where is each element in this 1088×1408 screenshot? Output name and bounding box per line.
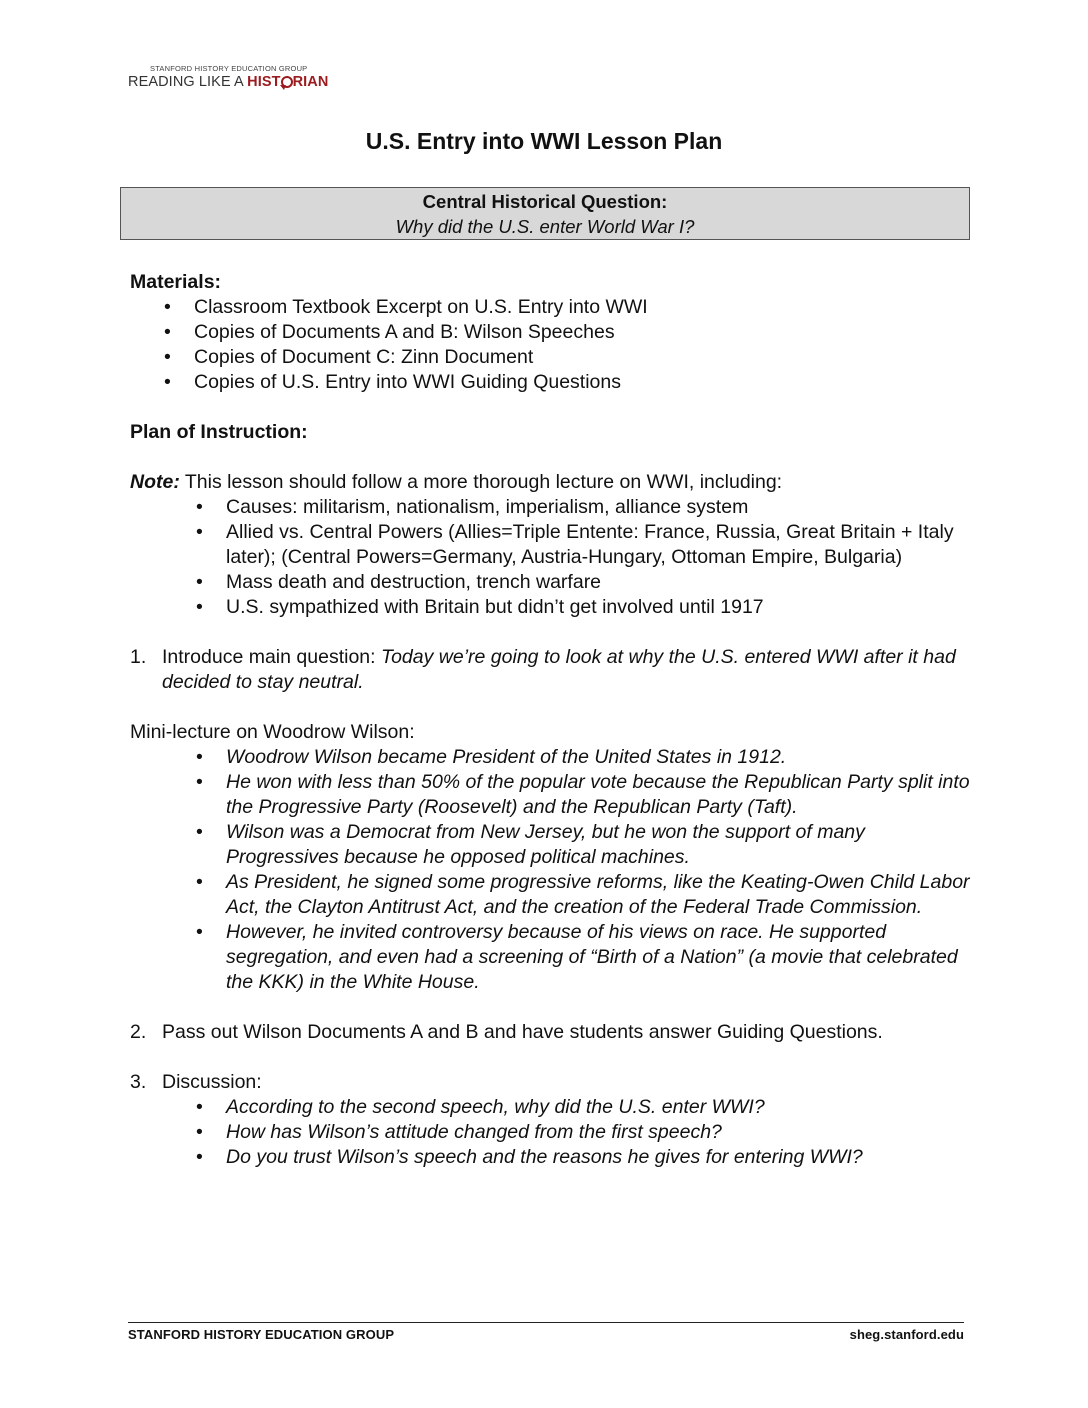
plan-heading: Plan of Instruction: [130, 421, 308, 443]
list-item: • Wilson was a Democrat from New Jersey, but he won the support of many Progressives because he opposed political machines. [226, 820, 970, 870]
logo-org-name: STANFORD HISTORY EDUCATION GROUP [150, 64, 308, 73]
step-2 [130, 1020, 970, 1045]
mini-lecture-heading: Mini-lecture on Woodrow Wilson: [130, 721, 415, 743]
note-paragraph [130, 470, 970, 495]
list-item: • Classroom Textbook Excerpt on U.S. Entry into WWI [194, 295, 970, 320]
list-item: • According to the second speech, why did the U.S. enter WWI? [226, 1095, 970, 1120]
rlh-logo [128, 64, 328, 90]
page-footer [128, 1322, 964, 1342]
central-question-label: Central Historical Question: [422, 191, 668, 212]
step-text: Pass out Wilson Documents A and B and have students answer Guiding Questions. [162, 1021, 883, 1043]
list-item: • Do you trust Wilson’s speech and the reasons he gives for entering WWI? [226, 1145, 970, 1170]
list-item: • Copies of Document C: Zinn Document [194, 345, 970, 370]
logo-accent-a: HIST [247, 74, 281, 90]
list-item: • Copies of Documents A and B: Wilson Speeches [194, 320, 970, 345]
list-item: • Copies of U.S. Entry into WWI Guiding Questions [194, 370, 970, 395]
list-item: • U.S. sympathized with Britain but didn’t get involved until 1917 [226, 595, 970, 620]
logo-prefix: READING LIKE A [128, 74, 248, 90]
footer-url: sheg.stanford.edu [849, 1327, 964, 1342]
logo-accent-b: RIAN [292, 74, 329, 90]
step-text: Discussion: [162, 1071, 262, 1093]
note-text: This lesson should follow a more thorough lecture on WWI, including: [179, 471, 783, 493]
footer-org: STANFORD HISTORY EDUCATION GROUP [128, 1327, 395, 1342]
step-3 [130, 1070, 970, 1095]
step-number: 3. [130, 1071, 147, 1093]
list-item: • Woodrow Wilson became President of the United States in 1912. [226, 745, 970, 770]
materials-heading: Materials: [130, 271, 222, 293]
step-number: 2. [130, 1021, 147, 1043]
logo-wordmark [128, 74, 328, 90]
discussion-list [226, 1095, 970, 1170]
list-item: • Mass death and destruction, trench warfare [226, 570, 970, 595]
speech-bubble-icon [281, 76, 293, 88]
materials-list [194, 295, 970, 395]
step-1 [130, 645, 970, 695]
central-question-box [120, 187, 970, 240]
list-item: • He won with less than 50% of the popular vote because the Republican Party split into the Progressive Party (Roosevelt) and the Republican Party (Taft). [226, 770, 970, 820]
step-italic-text: Today we’re going to look at why the U.S. entered WWI after it had decided to stay neutral. [162, 646, 956, 693]
note-label: Note: [130, 471, 180, 493]
list-item: • Causes: militarism, nationalism, imperialism, alliance system [226, 495, 970, 520]
step-number: 1. [130, 646, 147, 668]
page-title: U.S. Entry into WWI Lesson Plan [365, 128, 723, 154]
list-item: • How has Wilson’s attitude changed from the first speech? [226, 1120, 970, 1145]
list-item: • Allied vs. Central Powers (Allies=Triple Entente: France, Russia, Great Britain + Italy later); (Central Powers=Germany, Austria-Hungary, Ottoman Empire, Bulgaria) [226, 520, 970, 570]
central-question-text: Why did the U.S. enter World War I? [395, 216, 695, 237]
list-item: • As President, he signed some progressive reforms, like the Keating-Owen Child Labor Act, the Clayton Antitrust Act, and the creation of the Federal Trade Commission. [226, 870, 970, 920]
step-text: Introduce main question: [162, 646, 381, 668]
mini-lecture-list [226, 745, 970, 995]
note-list [226, 495, 970, 620]
list-item: • However, he invited controversy because of his views on race. He supported segregation, and even had a screening of “Birth of a Nation” (a movie that celebrated the KKK) in the White House. [226, 920, 970, 995]
lesson-content [130, 270, 970, 1170]
